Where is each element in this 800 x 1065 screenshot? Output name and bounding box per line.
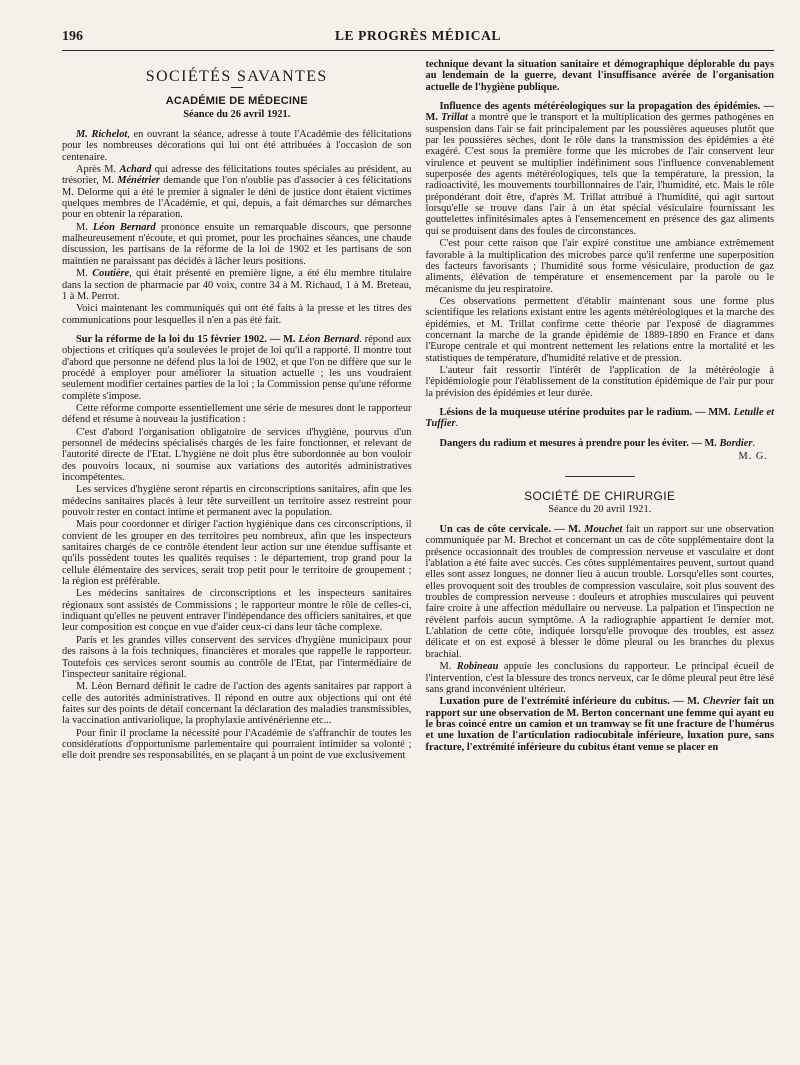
- paragraph: Lésions de la muqueuse utérine produites par le radium. — MM. Letulle et Tuffier.: [425, 406, 774, 430]
- signature: M. G.: [738, 451, 768, 462]
- paragraph: Ces observations permettent d'établir maintenant sous une forme plus scientifique les relations existant entre les agents météréologiques et la marche des épidémies, et M. Trillat confirme cette théorie par l'exposé de diagrammes concernant la marche de la grande épidémie de 1889-1890 en France et dans l'Europe centrale et qui montrent nettement les relations entre la mortalité et les statistiques de température, d'humidité relative et de pression.: [425, 295, 774, 364]
- paragraph: Sur la réforme de la loi du 15 février 1902. — M. Léon Bernard. répond aux objections et critiques qu'a soulevées le projet de loi qu'il a rapporté. Il montre tout d'abord que personne ne défend plus la loi de 1902, et que l'on ne diffère que sur le procédé à employer pour améliorer la situation actuelle ; les uns voudraient seulement modifier certaines parties de la loi ; la Commission pense qu'une réforme complète s'impose.: [62, 333, 412, 402]
- paragraph: C'est pour cette raison que l'air expiré constitue une ambiance extrêmement favorable à la multiplication des microbes parce qu'il renferme une superposition des facteurs favorisants ; l'humidité sous forme vésiculaire, production de gaz aliments, élévation de température et ensemencement par la parole ou le mécanisme du jeu respiratoire.: [425, 238, 774, 295]
- left-column: [62, 59, 412, 763]
- paragraph: M. Coutière, qui était présenté en première ligne, a été élu membre titulaire dans la section de pharmacie par 40 voix, contre 34 à M. Richaud, 1 à M. Breteau, 1 à M. Perrot.: [62, 268, 412, 302]
- paragraph: Les médecins sanitaires de circonscriptions et les inspecteurs sanitaires régionaux sont assistés de Commissions ; le rapporteur montre le rôle de celles-ci, indiquant qu'elles ne peuvent entraver l'indépendance des officiers sanitaires, et que leur composition est conçue en vue d'aider ceux-ci dans leur tâche complexe.: [62, 588, 412, 634]
- paragraph: Dangers du radium et mesures à prendre pour les éviter. — M. Bordier.: [439, 437, 755, 449]
- paragraph: M. Robineau appuie les conclusions du rapporteur. Le principal écueil de l'intervention, c'est la blessure des troncs nerveux, car le dôme pleural peut être lésé sans grand inconvénient ultérieur.: [425, 661, 774, 695]
- paragraph: Mais pour coordonner et diriger l'action hygiénique dans ces circonscriptions, il convient de les grouper en des territoires peu nombreux, afin que les inspecteurs sanitaires chargés de ce contrôle étendent leur action sur une étendue suffisante et qu'ils possèdent toutes les qualités requises : le département, trop grand pour la cellule élémentaire des services, serait trop petit pour le territoire de groupement ; la région est préférable.: [62, 519, 412, 588]
- chirurgie-date: Séance du 20 avril 1921.: [548, 503, 652, 515]
- academie-date: Séance du 26 avril 1921.: [183, 108, 291, 120]
- paragraph: Luxation pure de l'extrémité inférieure du cubitus. — M. Chevrier fait un rapport sur une observation de M. Berton concernant une femme qui ayant eu le bras coincé entre un camion et un tramway se fit une fracture de l'humérus et une luxation de l'articulation radiocubitale inférieure, luxation pure, sans fracture, l'extrémité inférieure du cubitus étant venue se placer en: [425, 696, 774, 753]
- page-header: [62, 28, 774, 51]
- paragraph: Un cas de côte cervicale. — M. Mouchet fait un rapport sur une observation communiquée par M. Brechot et concernant un cas de côte supplémentaire dont la présence occasionnait des troubles de compression nerveuse et vasculaire et dont l'ablation a été faite avec succès. Ces côtes supplémentaires peuvent, surtout quand elles sont assez longues, ne donner lieu à aucun trouble. Lorsqu'elles sont courtes, elles provoquent soit des troubles de compression vasculaire, soit plus souvent des troubles de compression nerveuse : douleurs et atrophies musculaires qui peuvent faire croire à une affection médullaire ou nerveuse. La palpation et l'inspection ne révèlent parfois aucun symptôme. A la radiographie appartient le dernier mot. L'ablation de cette côte, indiquée lorsqu'elle provoque des troubles, est assez délicate et on est exposé à blesser le dôme pleural ou les branches du plexus brachial.: [425, 524, 774, 660]
- title-dash: [231, 87, 243, 88]
- chirurgie-heading: SOCIÉTÉ DE CHIRURGIE: [524, 489, 676, 504]
- academie-heading: ACADÉMIE DE MÉDECINE: [165, 95, 308, 108]
- paragraph: Pour finir il proclame la nécessité pour l'Académie de s'affranchir de toutes les considérations d'opportunisme parlementaire qui pourraient intimider sa volonté ; elle doit prendre ses responsabilités, en se plaçant à un point de vue exclusivement: [62, 727, 412, 762]
- right-column: [426, 59, 775, 763]
- paragraph: M. Léon Bernard prononce ensuite un remarquable discours, que personne malheureusement n'écoute, et qui promet, pour les prochaines séances, une chaude discussion, les partisans de la réforme de la loi de 1902 et les partisans de son maintien ne paraissant pas décidés à lâcher leurs positions.: [62, 221, 412, 267]
- paragraph: Cette réforme comporte essentiellement une série de mesures dont le rapporteur défend et résume à nouveau la justification :: [62, 402, 412, 426]
- journal-title: LE PROGRÈS MÉDICAL: [334, 28, 502, 43]
- paragraph: L'auteur fait ressortir l'intérêt de l'application de la météréologie à l'épidémiologie pour l'établissement de la constitution épidémique de l'air pur pour la prévision des épidémies et leur durée.: [425, 364, 774, 399]
- paragraph: Voici maintenant les communiqués qui ont été faits à la presse et les titres des communications pour lesquelles il n'en a pas été fait.: [62, 303, 412, 326]
- page-number: 196: [62, 29, 83, 44]
- paragraph: C'est d'abord l'organisation obligatoire de services d'hygiène, pourvus d'un personnel de médecins spécialisés chargés de les faire fonctionner, et relevant de l'autorité directe de l'Etat. L'hygiène ne doit plus être subordonnée au bon vouloir des pouvoirs locaux, ni soumise aux variations des autorités administratives incompétentes.: [62, 426, 412, 483]
- paragraph: M. Léon Bernard définit le cadre de l'action des agents sanitaires par rapport à celle des autorités administratives. Il répond en outre aux objections qui ont été faites sur des points de détail concernant la déclaration des maladies transmissibles, la vaccination antivariolique, la prophylaxie antivénérienne etc...: [62, 681, 412, 727]
- paragraph: Les services d'hygiène seront répartis en circonscriptions sanitaires, afin que les médecins sanitaires placés à leur tête surveillent un territoire assez restreint pour pouvoir rester en contact intime et permanent avec la population.: [62, 484, 412, 519]
- section-divider: [565, 476, 635, 477]
- paragraph: Influence des agents météréologiques sur la propagation des épidémies. — M. Trillat a montré que le transport et la multiplication des germes pathogènes en suspension dans l'air se fait principalement par les poussières aqueuses plutôt que par les poussières sèches, dont le rôle dans la transmission des épidémies a été exagéré. C'est sous la première forme que les microbes de l'air conservent leur virulence et peuvent se multiplier indéfiniment sous l'influence convenablement superposée des agents météréologiques, tels que la température, la pression, la radioactivité, les mouvements tourbillonnaires de l'air, l'humidité, etc. Mais le rôle prépondérant doit être, d'après M. Trillat attribué à l'humidité, qui agit surtout lorsqu'elle se trouve dans l'air à un état spécial vésiculaire fournissant les gouttelettes infinitésimales aptes à l'ensemencement en présence des gaz aliments qui se produisent dans des foules de circonstances.: [425, 101, 774, 237]
- paragraph: Paris et les grandes villes conservent des services d'hygiène municipaux pour des raisons à la fois techniques, financières et morales que rappelle le rapporteur. Toutefois ces services seront soumis au contrôle de l'Etat, par l'intermédiaire de l'inspecteur sanitaire régional.: [62, 634, 412, 680]
- section-title: SOCIÉTÉS SAVANTES: [145, 68, 328, 85]
- paragraph: technique devant la situation sanitaire et démographique déplorable du pays au lendemain de la guerre, devant l'insuffisance avérée de l'organisation actuelle de l'hygiène publique.: [425, 59, 774, 93]
- text-columns: [62, 59, 774, 763]
- paragraph: M. Richelot, en ouvrant la séance, adresse à toute l'Académie des félicitations pour les nombreuses décorations qui lui ont été attribuées à l'occasion de son centenaire.: [62, 129, 412, 163]
- paragraph: Après M. Achard qui adresse des félicitations toutes spéciales au président, au trésorier, M. Ménétrier demande que l'on n'oublie pas d'associer à ces félicitations M. Delorme qui a été le premier à signaler le déni de justice dont étaient victimes quelques membres de l'Académie, et qui, depuis, a fait démarches sur démarches pour en obtenir la réparation.: [62, 164, 412, 221]
